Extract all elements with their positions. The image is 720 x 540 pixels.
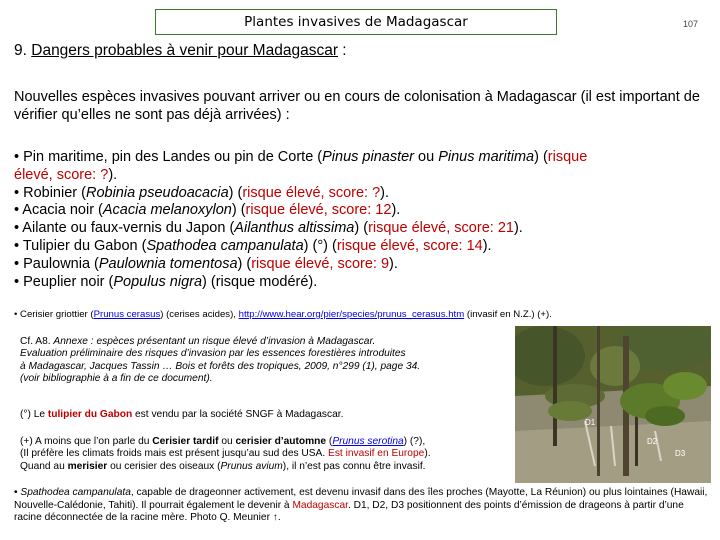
reference-block: Cf. A8. Annexe : espèces présentant un risque élevé d’invasion à Madagascar. Evaluation préliminaire des risques d’invasion par les essences forestières introduites à Madagascar, Jacques Tassin … Bois et forêts des tropiques, 2009, n°299 (1), page 34. (voir bibliographie à a fin de ce document). xyxy=(20,336,421,385)
section-heading: Dangers probables à venir pour Madagascar xyxy=(31,42,338,59)
page-number: 107 xyxy=(683,19,699,29)
plus-note: (+) A moins que l’on parle du Cerisier tardif ou cerisier d’automne (Prunus serotina) (?), (Il préfère les climats froids mais est présent jusqu’au sud des USA. Est invasif en Europe). Quand au merisier ou cerisier des oiseaux (Prunus avium), il n’est pas connu être invasif. xyxy=(20,436,431,472)
species-item-paulownia: • Paulownia (Paulownia tomentosa) (risque élevé, score: 9). xyxy=(14,255,398,272)
species-item-robinia: • Robinier (Robinia pseudoacacia) (risque élevé, score: ?). xyxy=(14,184,390,201)
photo-label-d3: D3 xyxy=(675,449,686,458)
document-title: Plantes invasives de Madagascar xyxy=(244,14,468,30)
species-item-acacia: • Acacia noir (Acacia melanoxylon) (risque élevé, score: 12). xyxy=(14,202,401,219)
cherry-note: • Cerisier griottier (Prunus cerasus) (cerises acides), http://www.hear.org/pier/species/prunus_cerasus.htm (invasif en N.Z.) (+). xyxy=(14,309,552,320)
species-item-ailanthus: • Ailante ou faux-vernis du Japon (Ailanthus altissima) (risque élevé, score: 21). xyxy=(14,220,523,237)
spathodea-photo xyxy=(515,326,711,483)
species-item-pinus-cont: élevé, score: ?). xyxy=(14,166,118,183)
species-item-populus: • Peuplier noir (Populus nigra) (risque modéré). xyxy=(14,273,318,290)
section-number: 9. xyxy=(14,42,27,59)
species-item-pinus: • Pin maritime, pin des Landes ou pin de Corte (Pinus pinaster ou Pinus maritima) (risque xyxy=(14,149,588,165)
prunus-cerasus-link[interactable]: Prunus cerasus xyxy=(93,309,161,320)
intro-paragraph: Nouvelles espèces invasives pouvant arriver ou en cours de colonisation à Madagascar (il est important de vérifier qu’elles ne sont pas déjà arrivées) : xyxy=(14,89,700,123)
hear-org-link[interactable]: http://www.hear.org/pier/species/prunus_cerasus.htm xyxy=(238,309,465,320)
spathodea-photo-image xyxy=(515,326,711,483)
section-title xyxy=(14,42,347,60)
prunus-serotina-link[interactable]: Prunus serotina xyxy=(332,436,404,447)
header-box xyxy=(155,9,557,35)
photo-label-d2: D2 xyxy=(647,437,658,446)
photo-label-d1: D1 xyxy=(585,418,596,427)
photo-caption: • Spathodea campanulata, capable de drageonner activement, est devenu invasif dans des îles proches (Mayotte, La Réunion) ou plus lointaines (Hawaii, Nouvelle-Calédonie, Tahiti). Il pourrait également le devenir à Madagascar. D1, D2, D3 positionnent des points d’émission de drageons à partir d’une racine déconnectée de la racine mère. Photo Q. Meunier ↑. xyxy=(14,487,708,524)
species-item-spathodea: • Tulipier du Gabon (Spathodea campanulata) (°) (risque élevé, score: 14). xyxy=(14,237,492,254)
section-colon: : xyxy=(337,42,347,59)
species-list xyxy=(14,149,714,291)
gabon-note: (°) Le tulipier du Gabon est vendu par la société SNGF à Madagascar. xyxy=(20,409,344,420)
